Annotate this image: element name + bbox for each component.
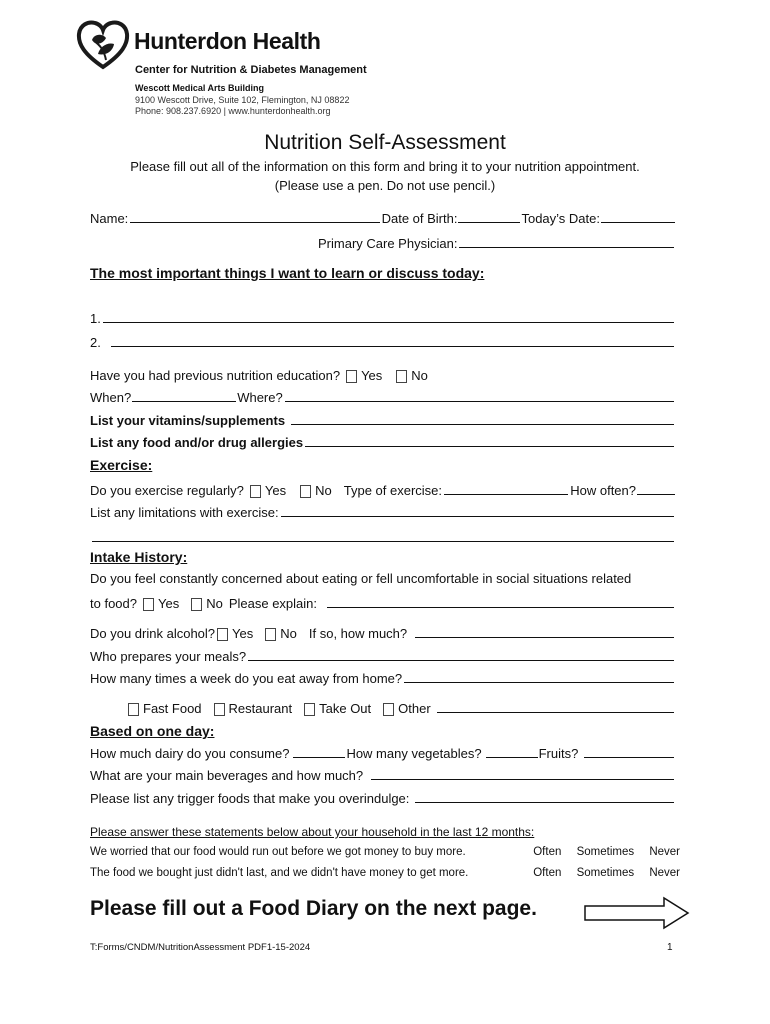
alcohol-row [90, 626, 676, 641]
eat-away-options-row [128, 701, 676, 716]
exercise-type-field[interactable] [444, 494, 568, 495]
trigger-question: Please list any trigger foods that make you overindulge: [90, 791, 410, 806]
allergies-row [90, 435, 676, 450]
heart-leaf-logo-icon [76, 20, 130, 70]
item-2-label: 2. [90, 335, 101, 350]
dob-label: Date of Birth: [381, 211, 458, 226]
org-name: Hunterdon Health [134, 28, 321, 54]
exercise-yes-checkbox[interactable] [250, 485, 261, 498]
how-often-field[interactable] [637, 493, 675, 495]
statement-2: The food we bought just didn't last, and we didn't have money to get more. [90, 867, 469, 879]
explain-label: Please explain: [228, 596, 318, 611]
concern-no-checkbox[interactable] [191, 598, 202, 611]
alcohol-howmuch-field[interactable] [415, 637, 674, 638]
pcp-field[interactable] [459, 247, 674, 248]
other-checkbox[interactable] [383, 703, 394, 716]
concern-question-2: to food? [90, 596, 137, 611]
food-diary-note: Please fill out a Food Diary on the next page. [90, 897, 537, 920]
restaurant-label: Restaurant [228, 701, 293, 716]
limitations-row-2 [90, 527, 676, 545]
alcohol-no-label: No [280, 626, 297, 641]
when-field[interactable] [132, 400, 236, 402]
statement-2-row [90, 867, 680, 879]
beverages-question: What are your main beverages and how much? [90, 768, 364, 783]
alcohol-no-checkbox[interactable] [265, 628, 276, 641]
right-arrow-icon [584, 896, 690, 930]
exercise-row [90, 483, 676, 498]
beverages-field[interactable] [371, 779, 674, 780]
beverages-row [90, 768, 676, 783]
prev-edu-no-checkbox[interactable] [396, 370, 407, 383]
trigger-row [90, 791, 676, 806]
prev-edu-yes-checkbox[interactable] [346, 370, 357, 383]
instructions-line-1: Please fill out all of the information on this form and bring it to your nutrition appointment. [130, 159, 640, 174]
dairy-row [90, 746, 676, 761]
concern-question-line-1 [90, 571, 676, 586]
instructions-line-2: (Please use a pen. Do not use pencil.) [274, 178, 496, 193]
important-heading: The most important things I want to learn or discuss today: [90, 265, 485, 281]
away-question: How many times a week do you eat away from home? [90, 671, 403, 686]
allergies-field[interactable] [305, 446, 674, 447]
exercise-no-checkbox[interactable] [300, 485, 311, 498]
statement-2-sometimes[interactable]: Sometimes [576, 867, 635, 879]
meals-row [90, 649, 676, 664]
pcp-label: Primary Care Physician: [318, 236, 458, 251]
meals-field[interactable] [248, 660, 674, 661]
department-name: Center for Nutrition & Diabetes Management [135, 64, 367, 76]
prev-edu-question: Have you had previous nutrition education? [90, 368, 341, 383]
address: 9100 Wescott Drive, Suite 102, Flemington, NJ 08822 [135, 95, 350, 105]
limitations-row [90, 505, 676, 520]
intake-heading: Intake History: [90, 549, 188, 565]
meals-question: Who prepares your meals? [90, 649, 247, 664]
limitations-field[interactable] [281, 516, 674, 517]
prev-edu-yes-label: Yes [361, 368, 383, 383]
fast-food-checkbox[interactable] [128, 703, 139, 716]
other-label: Other [398, 701, 431, 716]
statement-1: We worried that our food would run out before we got money to buy more. [90, 846, 466, 858]
away-row [90, 671, 676, 686]
limitations-field-2[interactable] [92, 541, 674, 542]
dairy-question: How much dairy do you consume? [90, 746, 290, 761]
vegetables-field[interactable] [486, 756, 538, 758]
pcp-row [318, 236, 676, 251]
exercise-heading: Exercise: [90, 457, 153, 473]
fruits-field[interactable] [584, 757, 674, 758]
name-label: Name: [90, 211, 129, 226]
trigger-field[interactable] [415, 802, 674, 803]
item-2-field[interactable] [111, 346, 674, 347]
prev-edu-no-label: No [411, 368, 428, 383]
exercise-no-label: No [315, 483, 332, 498]
exercise-yes-label: Yes [264, 483, 287, 498]
name-field[interactable] [130, 222, 379, 223]
take-out-checkbox[interactable] [304, 703, 315, 716]
away-field[interactable] [404, 682, 674, 683]
restaurant-checkbox[interactable] [214, 703, 225, 716]
vitamins-row [90, 413, 676, 428]
when-where-row [90, 390, 676, 405]
patient-info-row [90, 211, 676, 226]
when-label: When? [90, 390, 132, 405]
household-heading: Please answer these statements below about your household in the last 12 months: [90, 825, 535, 839]
fruits-question: Fruits? [538, 746, 579, 761]
statement-2-never[interactable]: Never [649, 867, 680, 879]
allergies-label: List any food and/or drug allergies [90, 435, 304, 450]
phone-website: Phone: 908.237.6920 | www.hunterdonhealth.org [135, 106, 331, 116]
other-field[interactable] [437, 712, 674, 713]
building-name: Wescott Medical Arts Building [135, 83, 265, 93]
where-label: Where? [237, 390, 283, 405]
item-2-row [90, 335, 676, 350]
concern-no-label: No [206, 596, 223, 611]
fast-food-label: Fast Food [143, 701, 202, 716]
explain-field[interactable] [327, 607, 674, 608]
alcohol-howmuch-label: If so, how much? [308, 626, 408, 641]
alcohol-question: Do you drink alcohol? [90, 626, 216, 641]
concern-yes-checkbox[interactable] [143, 598, 154, 611]
where-field[interactable] [285, 401, 674, 402]
footer-code: T:Forms/CNDM/NutritionAssessment PDF1-15-2024 [90, 942, 311, 953]
vitamins-field[interactable] [291, 424, 674, 425]
statement-1-row [90, 846, 680, 858]
exercise-question: Do you exercise regularly? [90, 483, 244, 498]
exercise-type-label: Type of exercise: [343, 483, 443, 498]
vegetables-question: How many vegetables? [346, 746, 482, 761]
concern-yes-label: Yes [158, 596, 180, 611]
alcohol-yes-label: Yes [232, 626, 254, 641]
how-often-label: How often? [570, 483, 636, 498]
todays-date-field[interactable] [601, 221, 675, 223]
item-1-row [90, 311, 676, 326]
todays-date-label: Today’s Date: [521, 211, 600, 226]
statement-2-often[interactable]: Often [533, 867, 562, 879]
dairy-field[interactable] [293, 756, 345, 758]
concern-row [90, 596, 676, 611]
page-number: 1 [667, 942, 673, 953]
vitamins-label: List your vitamins/supplements [90, 413, 286, 428]
alcohol-yes-checkbox[interactable] [217, 628, 228, 641]
one-day-heading: Based on one day: [90, 723, 215, 739]
statement-1-often[interactable]: Often [533, 846, 562, 858]
item-1-field[interactable] [103, 322, 674, 323]
concern-question-1: Do you feel constantly concerned about eating or fell uncomfortable in social situations related [90, 571, 632, 586]
item-1-label: 1. [90, 311, 101, 326]
statement-1-sometimes[interactable]: Sometimes [576, 846, 635, 858]
prev-edu-row [90, 368, 676, 383]
statement-1-never[interactable]: Never [649, 846, 680, 858]
form-title: Nutrition Self-Assessment [264, 131, 506, 154]
dob-field[interactable] [458, 221, 520, 223]
limitations-label: List any limitations with exercise: [90, 505, 279, 520]
take-out-label: Take Out [319, 701, 372, 716]
